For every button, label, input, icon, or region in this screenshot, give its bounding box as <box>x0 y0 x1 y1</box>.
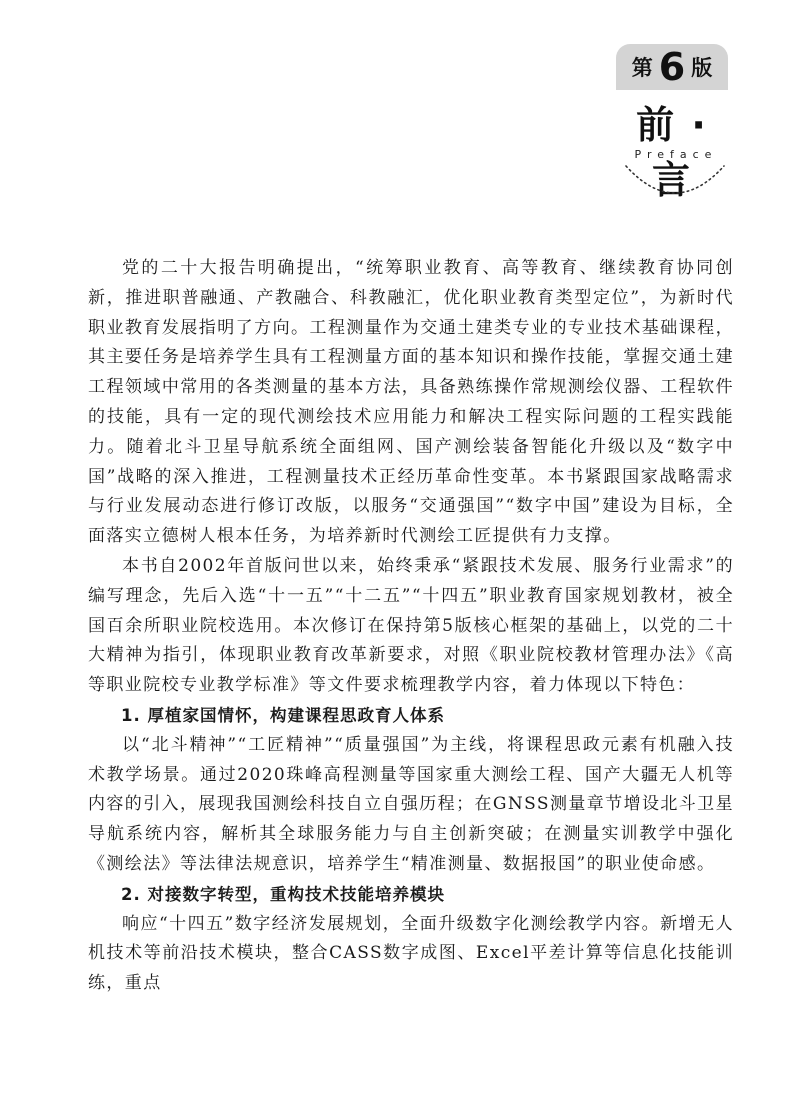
page-subtitle: Preface <box>634 148 718 161</box>
edition-suffix: 版 <box>691 56 713 80</box>
page-title: 前 · 言 <box>636 103 708 202</box>
edition-tab <box>616 44 728 90</box>
paragraph: 响应“十四五”数字经济发展规划，全面升级数字化测绘教学内容。新增无人机技术等前沿技术模块，整合CASS数字成图、Excel平差计算等信息化技能训练，重点 <box>88 913 734 994</box>
section-heading: 1. 厚植家国情怀，构建课程思政育人体系 <box>121 705 445 725</box>
paragraph: 党的二十大报告明确提出，“统筹职业教育、高等教育、继续教育协同创新，推进职普融通、产教融合、科教融汇，优化职业教育类型定位”，为新时代职业教育发展指明了方向。工程测量作为交通土建类专业的专业技术基础课程，其主要任务是培养学生具有工程测量方面的基本知识和操作技能，掌握交通土建工程领域中常用的各类测量的基本方法，具备熟练操作常规测绘仪器、工程软件的技能，具有一定的现代测绘技术应用能力和解决工程实际问题的工程实践能力。随着北斗卫星导航系统全面组网、国产测绘装备智能化升级以及“数字中国”战略的深入推进，工程测量技术正经历革命性变革。本书紧跟国家战略需求与行业发展动态进行修订改版，以服务“交通强国”“数字中国”建设为目标，全面落实立德树人根本任务，为培养新时代测绘工匠提供有力支撑。 <box>88 258 734 547</box>
edition-number: 6 <box>658 45 686 89</box>
paragraph: 本书自2002年首版问世以来，始终秉承“紧跟技术发展、服务行业需求”的编写理念，先后入选“十一五”“十二五”“十四五”职业教育国家规划教材，被全国百余所职业院校选用。本次修订在保持第5版核心框架的基础上，以党的二十大精神为指引，体现职业教育改革新要求，对照《职业院校教材管理办法》《高等职业院校专业教学标准》等文件要求梳理教学内容，着力体现以下特色： <box>88 555 734 696</box>
dotted-arc-decoration <box>620 162 730 202</box>
edition-prefix: 第 <box>631 56 653 80</box>
preface-body <box>88 254 734 999</box>
paragraph: 以“北斗精神”“工匠精神”“质量强国”为主线，将课程思政元素有机融入技术教学场景。通过2020珠峰高程测量等国家重大测绘工程、国产大疆无人机等内容的引入，展现我国测绘科技自立自强历程；在GNSS测量章节增设北斗卫星导航系统内容，解析其全球服务能力与自主创新突破；在测量实训教学中强化《测绘法》等法律法规意识，培养学生“精准测量、数据报国”的职业使命感。 <box>88 734 734 874</box>
section-heading: 2. 对接数字转型，重构技术技能培养模块 <box>121 884 445 904</box>
